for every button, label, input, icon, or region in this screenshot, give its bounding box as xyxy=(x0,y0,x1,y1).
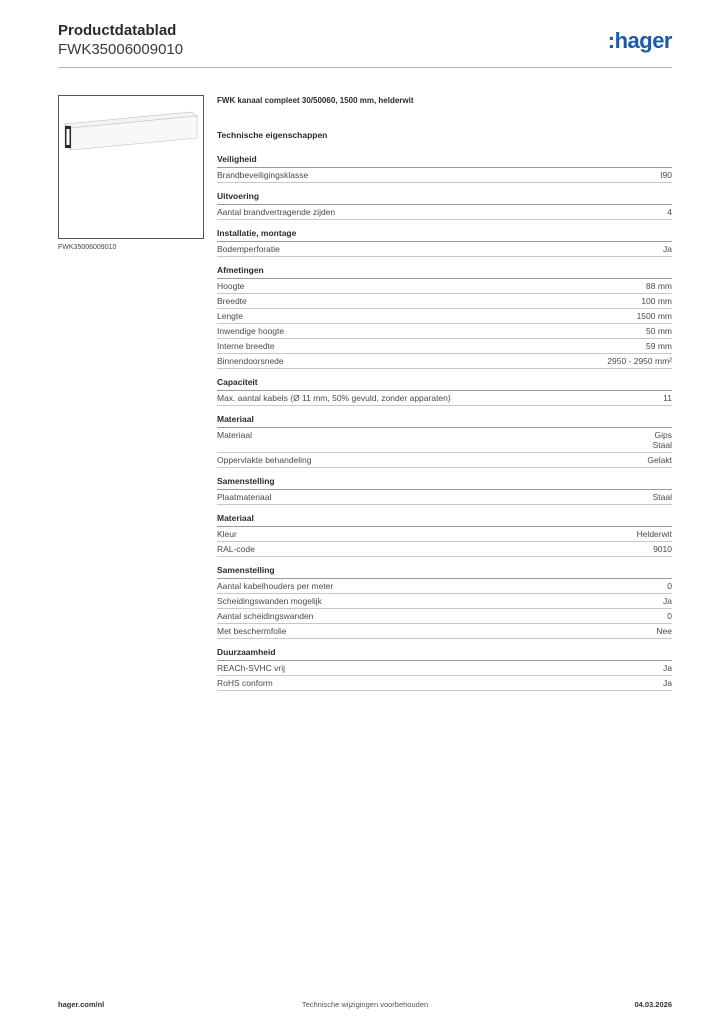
spec-label: RAL-code xyxy=(217,544,255,554)
spec-group xyxy=(217,476,672,505)
spec-value xyxy=(653,544,672,554)
spec-value-line: Ja xyxy=(663,244,672,254)
spec-value xyxy=(646,341,672,351)
spec-row xyxy=(217,279,672,294)
spec-value xyxy=(637,529,672,539)
spec-value-line: 0 xyxy=(667,581,672,591)
spec-label: Interne breedte xyxy=(217,341,275,351)
image-caption: FWK35006009010 xyxy=(58,244,117,251)
spec-group-title: Materiaal xyxy=(217,414,672,428)
product-image xyxy=(58,95,204,239)
spec-row xyxy=(217,527,672,542)
spec-group-title: Afmetingen xyxy=(217,265,672,279)
spec-row xyxy=(217,294,672,309)
spec-groups xyxy=(217,154,672,691)
spec-value-line: Nee xyxy=(656,626,672,636)
article-number: FWK35006009010 xyxy=(58,41,184,58)
header-divider xyxy=(58,67,672,68)
spec-label: Aantal brandvertragende zijden xyxy=(217,207,336,217)
spec-group-title: Samenstelling xyxy=(217,565,672,579)
section-heading: Technische eigenschappen xyxy=(217,130,328,140)
product-title: FWK kanaal compleet 30/50060, 1500 mm, helderwit xyxy=(217,96,414,105)
spec-value xyxy=(663,678,672,688)
spec-label: Materiaal xyxy=(217,430,252,440)
spec-label: Max. aantal kabels (Ø 11 mm, 50% gevuld, zonder apparaten) xyxy=(217,393,451,403)
spec-value-line: 4 xyxy=(667,207,672,217)
footer-website: hager.com/nl xyxy=(58,1000,105,1009)
spec-value-line: 2950 - 2950 mm² xyxy=(607,356,672,366)
spec-value-line: Ja xyxy=(663,678,672,688)
spec-row xyxy=(217,339,672,354)
spec-label: Met beschermfolie xyxy=(217,626,287,636)
spec-group-title: Capaciteit xyxy=(217,377,672,391)
spec-row xyxy=(217,354,672,369)
spec-value xyxy=(641,296,672,306)
spec-value-line: 100 mm xyxy=(641,296,672,306)
spec-value xyxy=(646,326,672,336)
spec-label: Scheidingswanden mogelijk xyxy=(217,596,322,606)
hager-logo: :hager xyxy=(607,28,672,53)
spec-group xyxy=(217,191,672,220)
spec-value xyxy=(653,492,672,502)
spec-row xyxy=(217,661,672,676)
spec-value-line: 11 xyxy=(663,393,672,403)
spec-value xyxy=(647,455,672,465)
spec-group xyxy=(217,414,672,468)
spec-label: RoHS conform xyxy=(217,678,273,688)
spec-row xyxy=(217,324,672,339)
footer-date: 04.03.2026 xyxy=(634,1000,672,1009)
spec-row xyxy=(217,428,672,453)
spec-value-line: Staal xyxy=(652,440,672,450)
spec-label: Plaatmateriaal xyxy=(217,492,272,502)
spec-row xyxy=(217,594,672,609)
spec-value xyxy=(607,356,672,366)
spec-group-title: Installatie, montage xyxy=(217,228,672,242)
spec-value xyxy=(653,430,672,450)
cable-duct-illustration xyxy=(59,96,203,238)
spec-label: Bodemperforatie xyxy=(217,244,280,254)
spec-group-title: Uitvoering xyxy=(217,191,672,205)
spec-row xyxy=(217,609,672,624)
spec-row xyxy=(217,624,672,639)
spec-row xyxy=(217,453,672,468)
spec-label: Oppervlakte behandeling xyxy=(217,455,312,465)
spec-label: Kleur xyxy=(217,529,237,539)
spec-value xyxy=(663,244,672,254)
spec-group xyxy=(217,154,672,183)
page-header xyxy=(58,22,183,59)
spec-label: Lengte xyxy=(217,311,243,321)
spec-value-line: 50 mm xyxy=(646,326,672,336)
footer-disclaimer: Technische wijzigingen voorbehouden xyxy=(301,1000,429,1009)
spec-label: Aantal kabelhouders per meter xyxy=(217,581,334,591)
spec-row xyxy=(217,242,672,257)
spec-value-line: Helderwit xyxy=(636,529,672,539)
spec-value xyxy=(660,170,672,180)
spec-row xyxy=(217,676,672,691)
spec-value xyxy=(667,611,672,621)
spec-label: Breedte xyxy=(217,296,247,306)
spec-group-title: Samenstelling xyxy=(217,476,672,490)
spec-group xyxy=(217,565,672,639)
spec-label: Binnendoorsnede xyxy=(217,356,284,366)
spec-row xyxy=(217,391,672,406)
spec-row xyxy=(217,490,672,505)
spec-value-line: Gips xyxy=(654,430,672,440)
spec-group xyxy=(217,265,672,369)
spec-value-line: 88 mm xyxy=(646,281,672,291)
spec-value-line: I90 xyxy=(660,170,672,180)
spec-value xyxy=(646,281,672,291)
spec-value xyxy=(667,207,672,217)
spec-value-line: Gelakt xyxy=(647,455,672,465)
spec-group xyxy=(217,647,672,691)
spec-label: REACh-SVHC vrij xyxy=(217,663,286,673)
spec-group xyxy=(217,513,672,557)
spec-value xyxy=(663,596,672,606)
spec-value-line: Ja xyxy=(663,663,672,673)
spec-value xyxy=(667,581,672,591)
spec-row xyxy=(217,542,672,557)
spec-label: Aantal scheidingswanden xyxy=(217,611,314,621)
spec-row xyxy=(217,168,672,183)
spec-value-line: 9010 xyxy=(653,544,672,554)
spec-content xyxy=(217,96,672,699)
document-title: Productdatablad xyxy=(58,22,177,39)
spec-group-title: Veiligheid xyxy=(217,154,672,168)
spec-row xyxy=(217,309,672,324)
spec-group-title: Materiaal xyxy=(217,513,672,527)
spec-value xyxy=(663,393,672,403)
spec-value xyxy=(663,663,672,673)
spec-value-line: Staal xyxy=(652,492,672,502)
spec-row xyxy=(217,579,672,594)
spec-value-line: 59 mm xyxy=(646,341,672,351)
spec-value-line: Ja xyxy=(663,596,672,606)
spec-group xyxy=(217,377,672,406)
spec-group xyxy=(217,228,672,257)
spec-value-line: 0 xyxy=(667,611,672,621)
spec-value-line: 1500 mm xyxy=(636,311,672,321)
spec-value xyxy=(637,311,672,321)
spec-label: Inwendige hoogte xyxy=(217,326,285,336)
spec-label: Brandbeveiligingsklasse xyxy=(217,170,309,180)
spec-group-title: Duurzaamheid xyxy=(217,647,672,661)
spec-label: Hoogte xyxy=(217,281,245,291)
spec-row xyxy=(217,205,672,220)
spec-value xyxy=(656,626,672,636)
